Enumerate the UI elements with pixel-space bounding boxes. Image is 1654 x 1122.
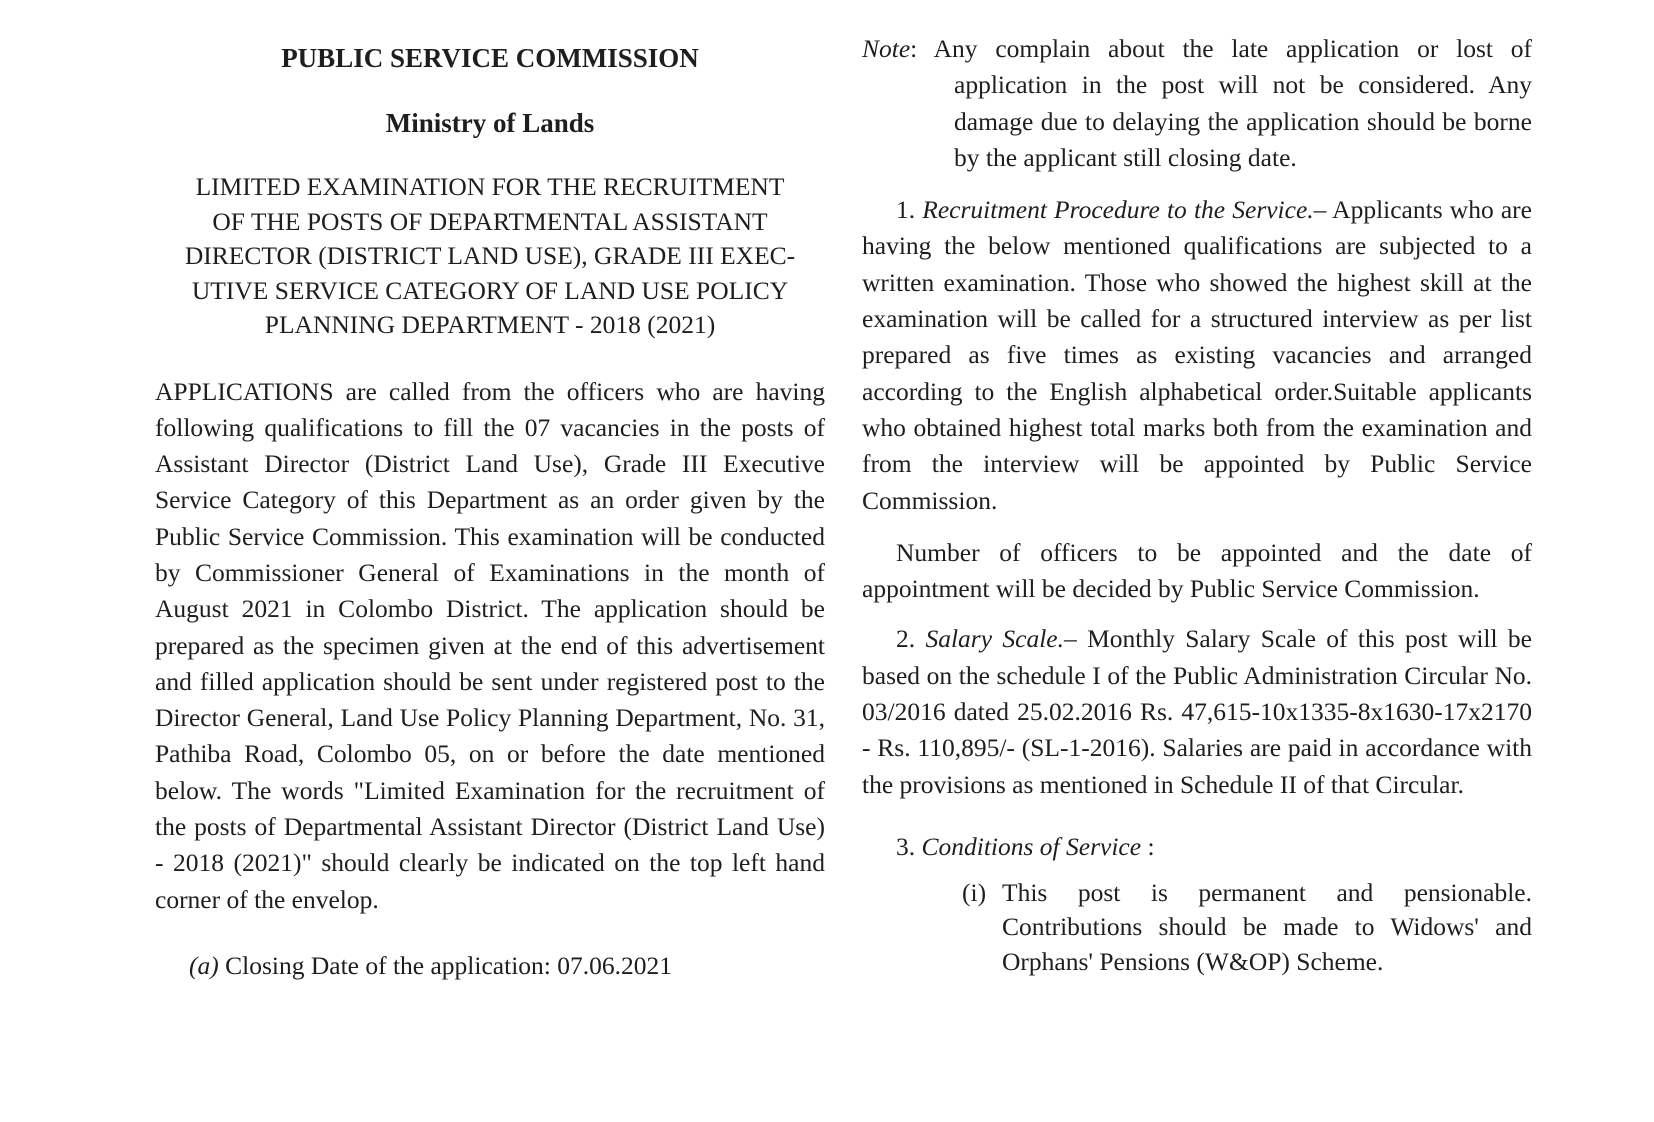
exam-title bbox=[155, 170, 825, 343]
section-1-title: Recruitment Procedure to the Service. bbox=[922, 195, 1314, 225]
exam-title-line: UTIVE SERVICE CATEGORY OF LAND USE POLICY bbox=[191, 275, 789, 305]
right-column bbox=[862, 30, 1532, 979]
appointment-paragraph: Number of officers to be appointed and the date of appointment will be decided by Public Service Commission. bbox=[862, 537, 1532, 604]
closing-date-item bbox=[155, 948, 825, 984]
section-2 bbox=[862, 621, 1532, 802]
note-paragraph bbox=[862, 31, 1532, 176]
org-heading: PUBLIC SERVICE COMMISSION bbox=[281, 43, 699, 73]
section-2-number: 2. bbox=[896, 624, 916, 654]
section-2-title: Salary Scale. bbox=[925, 624, 1064, 654]
section-1-text: – Applicants who are having the below mentioned qualifications are subjected to a written examination. Those who showed the highest skill at the examination will be called for a structured interview as per list prepared as five times as existing vacancies and arranged according to the English alphabetical order.Suitable applicants who obtained highest total marks both from the examination and from the interview will be appointed by Public Service Commission. bbox=[862, 195, 1532, 515]
section-2-text: – Monthly Salary Scale of this post will be based on the schedule I of the Public Administration Circular No. 03/2016 dated 25.02.2016 Rs. 47,615-10x1335-8x1630-17x2170 - Rs. 110,895/- (SL-1-2016). Salaries are paid in accordance with the provisions as mentioned in Schedule II of that Circular. bbox=[862, 624, 1532, 799]
exam-title-line: PLANNING DEPARTMENT - 2018 (2021) bbox=[264, 310, 716, 339]
closing-date-label: (a) bbox=[189, 950, 219, 980]
exam-title-line: DIRECTOR (DISTRICT LAND USE), GRADE III EXEC- bbox=[184, 241, 796, 270]
section-1-number: 1. bbox=[896, 195, 916, 225]
left-column bbox=[155, 30, 825, 984]
section-3-suffix: : bbox=[1141, 831, 1155, 861]
note-text: : Any complain about the late application or lost of application in the post will not be considered. Any damage due to delaying the application should be borne by the applicant still closing date. bbox=[910, 34, 1532, 172]
condition-item-number: (i) bbox=[962, 877, 987, 907]
intro-paragraph: APPLICATIONS are called from the officers who are having following qualifications to fill the 07 vacancies in the posts of Assistant Director (District Land Use), Grade III Executive Service Category of this Department as an order given by the Public Service Commission. This examination will be conducted by Commissioner General of Examinations in the month of August 2021 in Colombo District. The application should be prepared as the specimen given at the end of this advertisement and filled application should be sent under registered post to the Director General, Land Use Policy Planning Department, No. 31, Pathiba Road, Colombo 05, on or before the date mentioned below. The words "Limited Examination for the recruitment of the posts of Departmental Assistant Director (District Land Use) - 2018 (2021)" should clearly be indicated on the top left hand corner of the envelop. bbox=[155, 376, 825, 914]
closing-date-text: Closing Date of the application: 07.06.2021 bbox=[225, 950, 672, 980]
condition-item-text: This post is permanent and pensionable. Contributions should be made to Widows' and Orphans' Pensions (W&OP) Scheme. bbox=[1002, 877, 1532, 976]
exam-title-line: LIMITED EXAMINATION FOR THE RECRUITMENT bbox=[195, 172, 785, 201]
condition-item-i bbox=[962, 876, 1532, 980]
exam-title-line: OF THE POSTS OF DEPARTMENTAL ASSISTANT bbox=[212, 206, 768, 236]
note-label: Note bbox=[862, 34, 911, 63]
section-1 bbox=[862, 192, 1532, 519]
section-3-title: Conditions of Service bbox=[921, 831, 1142, 861]
section-3 bbox=[862, 829, 1532, 865]
section-3-number: 3. bbox=[896, 831, 916, 861]
ministry-heading: Ministry of Lands bbox=[385, 108, 595, 138]
